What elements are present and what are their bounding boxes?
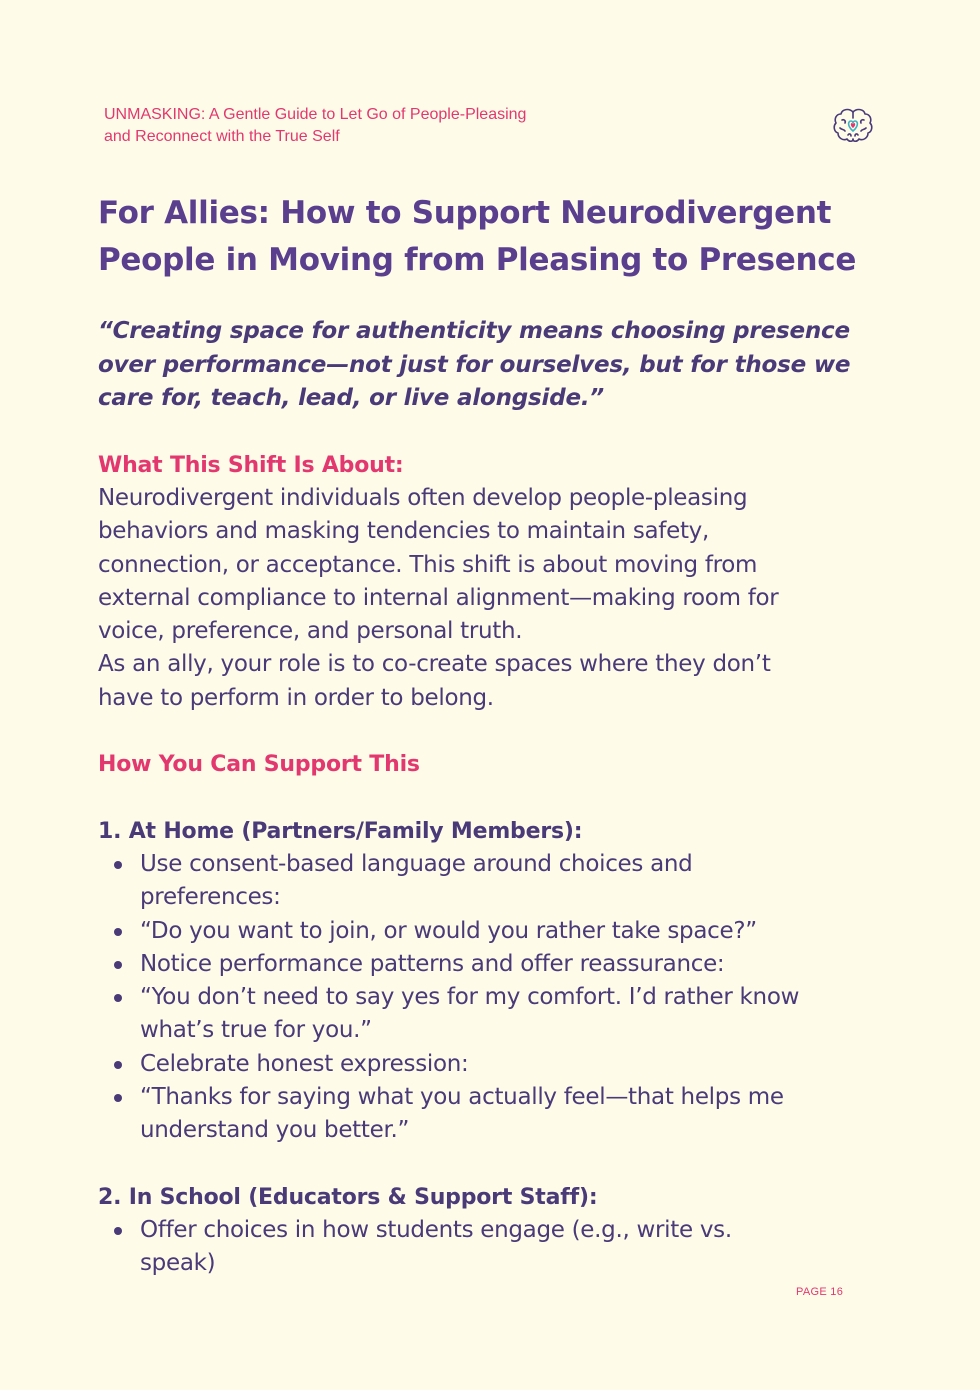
header-line-1: UNMASKING: A Gentle Guide to Let Go of People-Pleasing <box>104 106 527 123</box>
list-item-line: “Do you want to join, or would you rather take space?” <box>140 917 757 944</box>
shift-line: external compliance to internal alignment—making room for <box>98 584 779 611</box>
title-line-2: People in Moving from Pleasing to Presence <box>98 242 857 278</box>
page-number: PAGE 16 <box>796 1286 844 1298</box>
page-title <box>98 190 898 284</box>
brain-heart-icon <box>832 106 874 146</box>
header-line-2: and Reconnect with the True Self <box>104 128 340 145</box>
shift-paragraph <box>98 482 898 715</box>
list-item-line: understand you better.” <box>140 1117 410 1144</box>
list-item-line: what’s true for you.” <box>140 1017 372 1044</box>
list-item <box>98 948 898 981</box>
shift-line: connection, or acceptance. This shift is about moving from <box>98 551 758 578</box>
list-item <box>98 915 898 948</box>
list-item-line: Use consent-based language around choices and <box>140 851 693 877</box>
list-item-line: preferences: <box>140 884 281 911</box>
title-line-1: For Allies: How to Support Neurodivergent <box>98 195 832 231</box>
shift-line: Neurodivergent individuals often develop people-pleasing <box>98 485 748 511</box>
list-item-line: speak) <box>140 1250 216 1277</box>
list-item <box>98 848 898 915</box>
list-item <box>98 981 898 1048</box>
list-item <box>98 1048 898 1081</box>
quote-line-2: over performance—not just for ourselves, but for those we <box>98 351 851 378</box>
list-item-line: “Thanks for saying what you actually feel—that helps me <box>140 1084 784 1111</box>
support-heading: How You Can Support This <box>98 752 420 777</box>
shift-line: have to perform in order to belong. <box>98 684 494 711</box>
quote-line-3: care for, teach, lead, or live alongside.” <box>98 385 605 411</box>
home-list <box>98 848 898 1148</box>
list-item-line: Notice performance patterns and offer reassurance: <box>140 950 725 977</box>
list-item <box>98 1081 898 1148</box>
list-item-line: “You don’t need to say yes for my comfort. I’d rather know <box>140 984 800 1011</box>
shift-line: As an ally, your role is to co-create spaces where they don’t <box>98 651 771 678</box>
running-header <box>104 104 526 148</box>
intro-quote <box>98 315 898 416</box>
shift-line: voice, preference, and personal truth. <box>98 618 523 645</box>
school-heading: 2. In School (Educators & Support Staff): <box>98 1185 598 1210</box>
home-heading: 1. At Home (Partners/Family Members): <box>98 819 583 844</box>
shift-heading: What This Shift Is About: <box>98 453 404 478</box>
list-item-line: Offer choices in how students engage (e.g., write vs. <box>140 1217 732 1243</box>
quote-line-1: “Creating space for authenticity means choosing presence <box>98 318 850 344</box>
list-item <box>98 1214 898 1281</box>
shift-line: behaviors and masking tendencies to maintain safety, <box>98 518 709 545</box>
school-list <box>98 1214 898 1281</box>
list-item-line: Celebrate honest expression: <box>140 1050 469 1077</box>
